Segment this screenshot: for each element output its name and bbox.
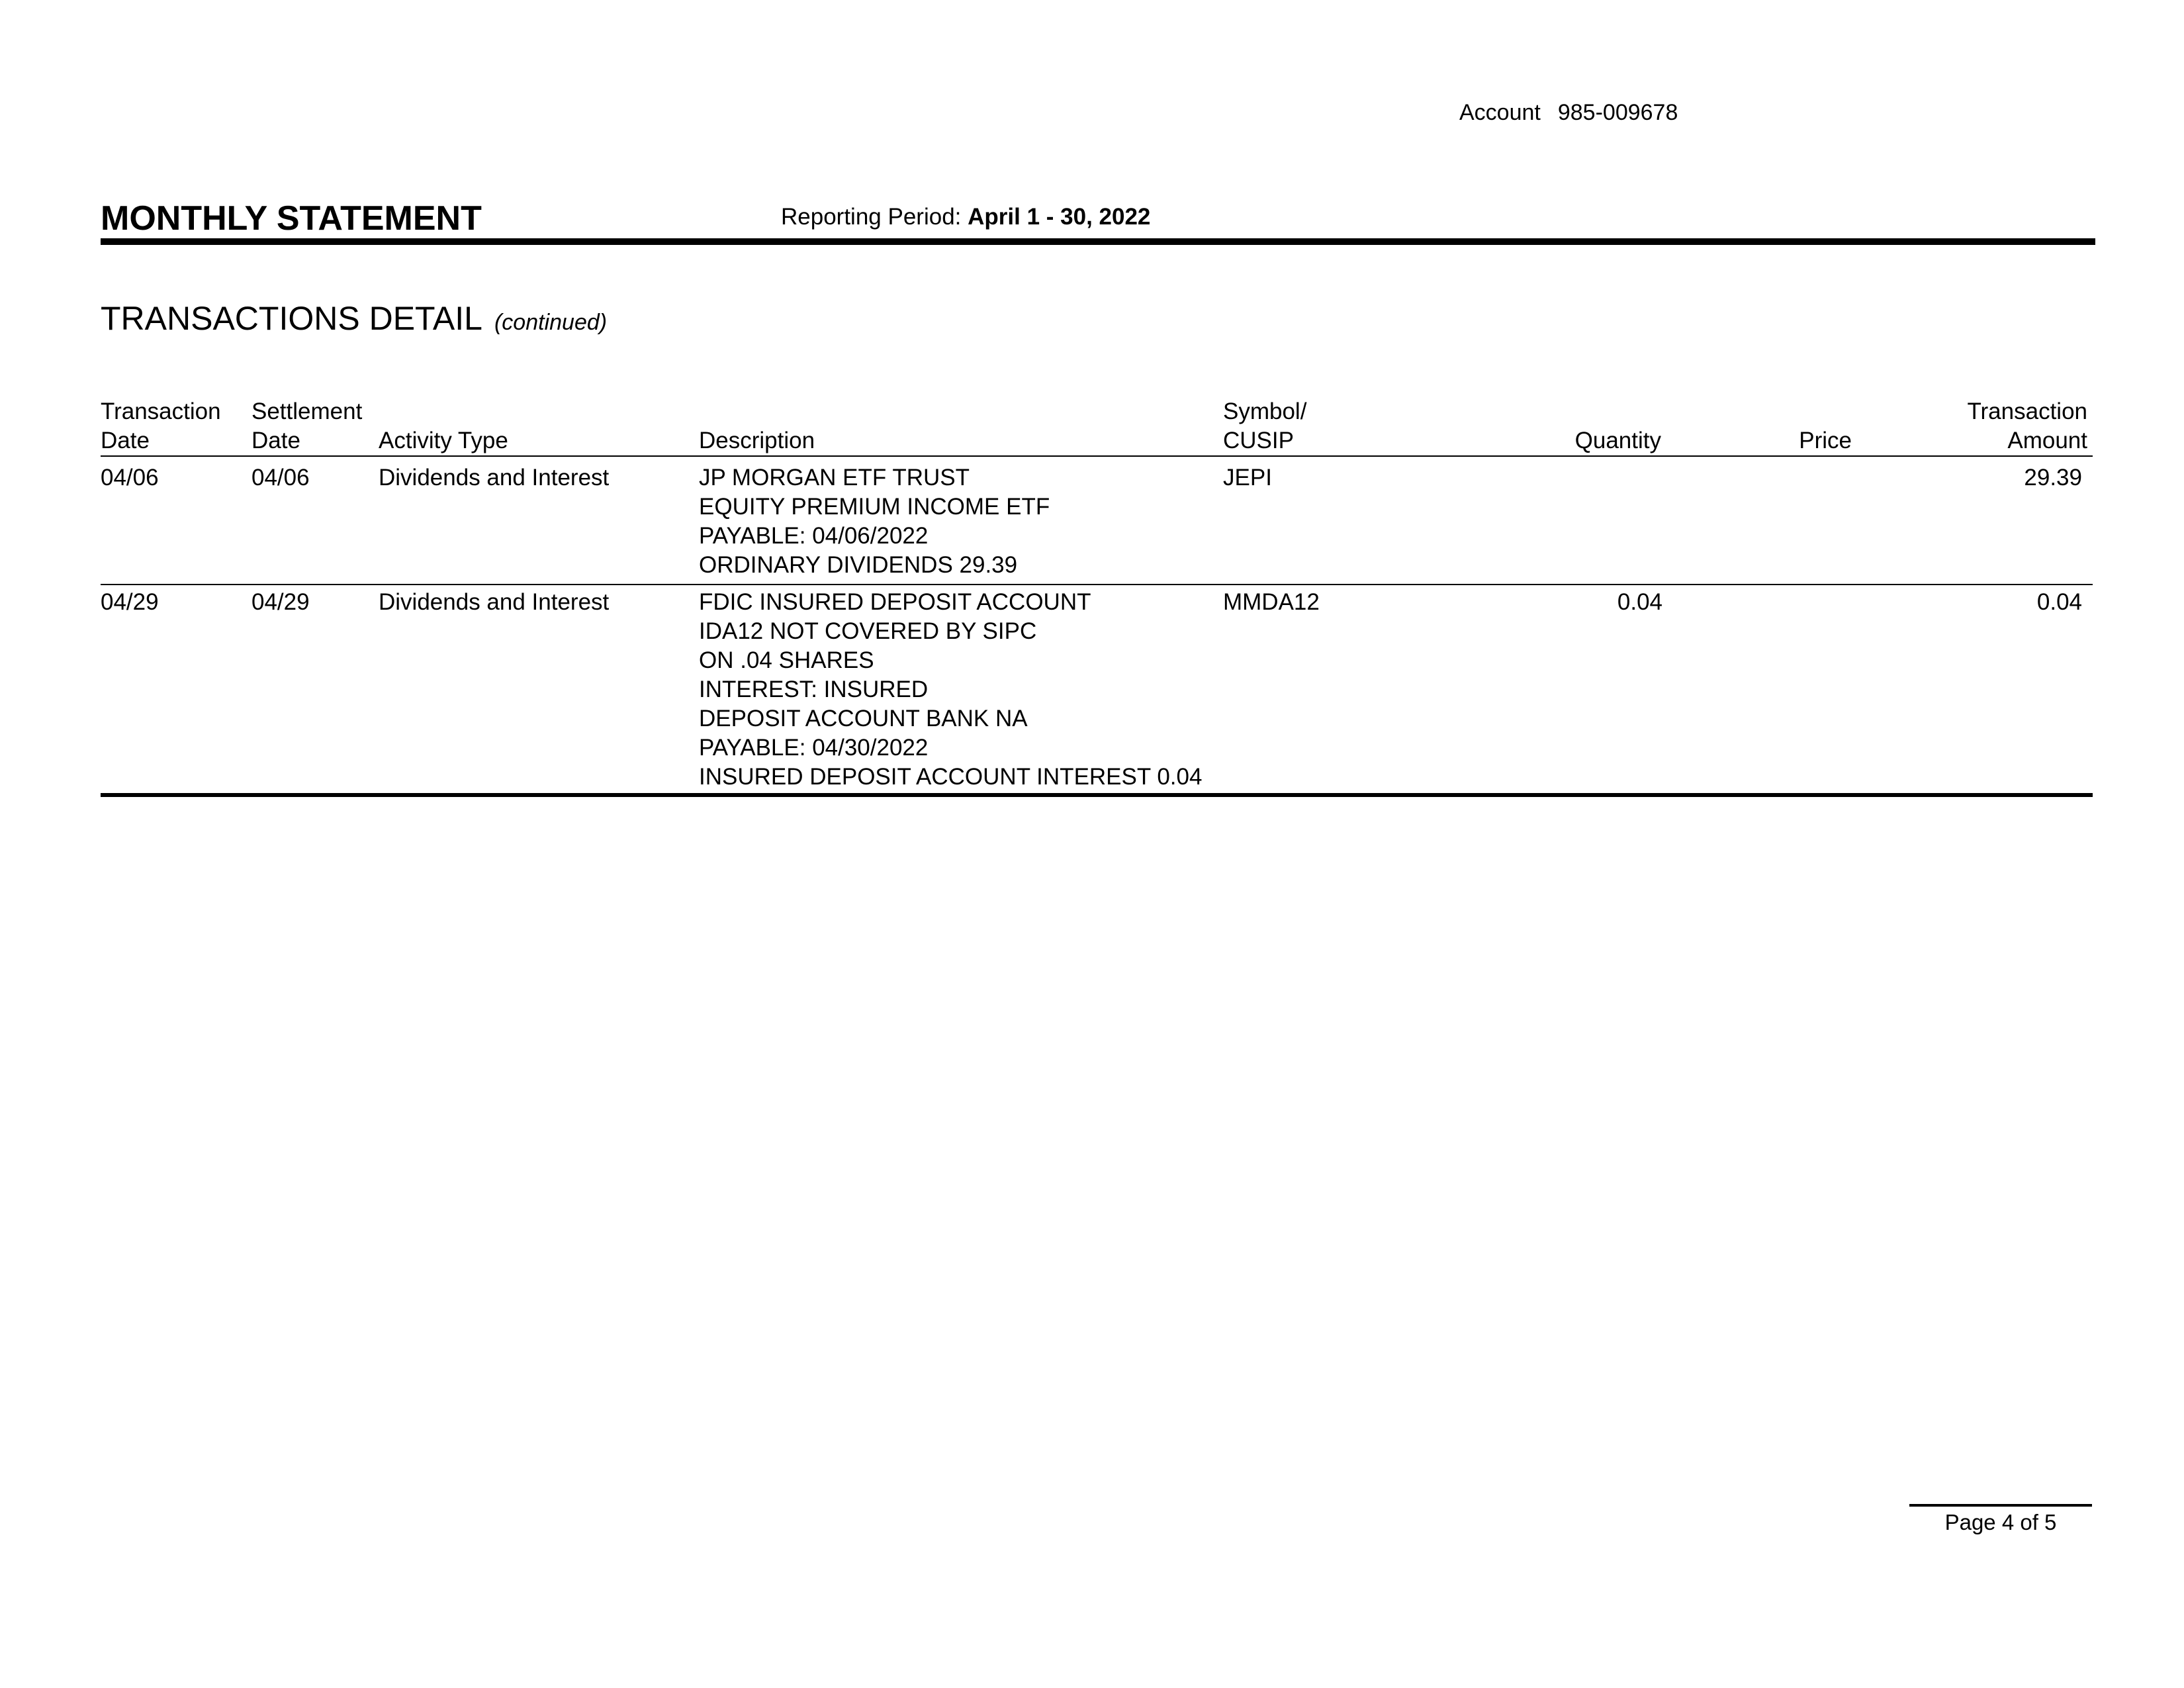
table-row <box>101 463 2093 583</box>
description-line: IDA12 NOT COVERED BY SIPC <box>699 618 1037 644</box>
header-symbol: Symbol/ CUSIP <box>1223 399 1307 453</box>
table-row <box>101 588 2093 793</box>
footer-rule <box>1909 1504 2092 1507</box>
period-label: Reporting Period: <box>781 204 962 230</box>
description-line: PAYABLE: 04/06/2022 <box>699 523 929 549</box>
row-description <box>699 588 1202 792</box>
row-symbol: JEPI <box>1223 465 1272 491</box>
header-price: Price <box>1799 428 1852 453</box>
description-line: ON .04 SHARES <box>699 647 874 673</box>
header-description: Description <box>699 428 815 453</box>
description-line: EQUITY PREMIUM INCOME ETF <box>699 494 1050 520</box>
page-number: Page 4 of 5 <box>1944 1510 2057 1534</box>
period-value: April 1 - 30, 2022 <box>968 204 1151 230</box>
header-rule <box>101 455 2093 457</box>
account-info <box>1459 99 1678 126</box>
section-title-text: TRANSACTIONS DETAIL <box>101 300 482 337</box>
row-description <box>699 463 1050 580</box>
description-line: JP MORGAN ETF TRUST <box>699 465 970 491</box>
description-line: INTEREST: INSURED <box>699 677 929 702</box>
header-quantity: Quantity <box>1574 428 1661 453</box>
statement-title: MONTHLY STATEMENT <box>101 199 482 238</box>
header-transaction-amount: Transaction Amount <box>1967 399 2087 453</box>
description-line: INSURED DEPOSIT ACCOUNT INTEREST 0.04 <box>699 764 1203 790</box>
row-symbol: MMDA12 <box>1223 589 1320 615</box>
row-activity-type: Dividends and Interest <box>379 589 610 615</box>
row-transaction-amount: 0.04 <box>2036 589 2082 615</box>
table-header <box>101 397 2093 454</box>
description-line: DEPOSIT ACCOUNT BANK NA <box>699 706 1028 731</box>
header-activity-type: Activity Type <box>379 428 508 453</box>
description-line: PAYABLE: 04/30/2022 <box>699 735 929 761</box>
row-transaction-date: 04/06 <box>101 465 159 491</box>
section-title <box>101 298 607 343</box>
account-number: 985-009678 <box>1557 100 1678 125</box>
row-transaction-date: 04/29 <box>101 589 159 615</box>
row-settlement-date: 04/06 <box>251 465 310 491</box>
description-line: FDIC INSURED DEPOSIT ACCOUNT <box>699 589 1091 615</box>
section-continued: (continued) <box>494 310 608 335</box>
reporting-period <box>781 203 1150 232</box>
row-divider <box>101 584 2093 585</box>
row-settlement-date: 04/29 <box>251 589 310 615</box>
header-transaction-date: Transaction Date <box>101 399 221 453</box>
header-divider <box>101 238 2095 245</box>
account-label: Account <box>1459 100 1541 125</box>
row-transaction-amount: 29.39 <box>2024 465 2082 491</box>
row-quantity: 0.04 <box>1617 589 1662 615</box>
description-line: ORDINARY DIVIDENDS 29.39 <box>699 552 1018 578</box>
header-settlement-date: Settlement Date <box>251 399 363 453</box>
table-end-rule <box>101 793 2093 797</box>
row-activity-type: Dividends and Interest <box>379 465 610 491</box>
